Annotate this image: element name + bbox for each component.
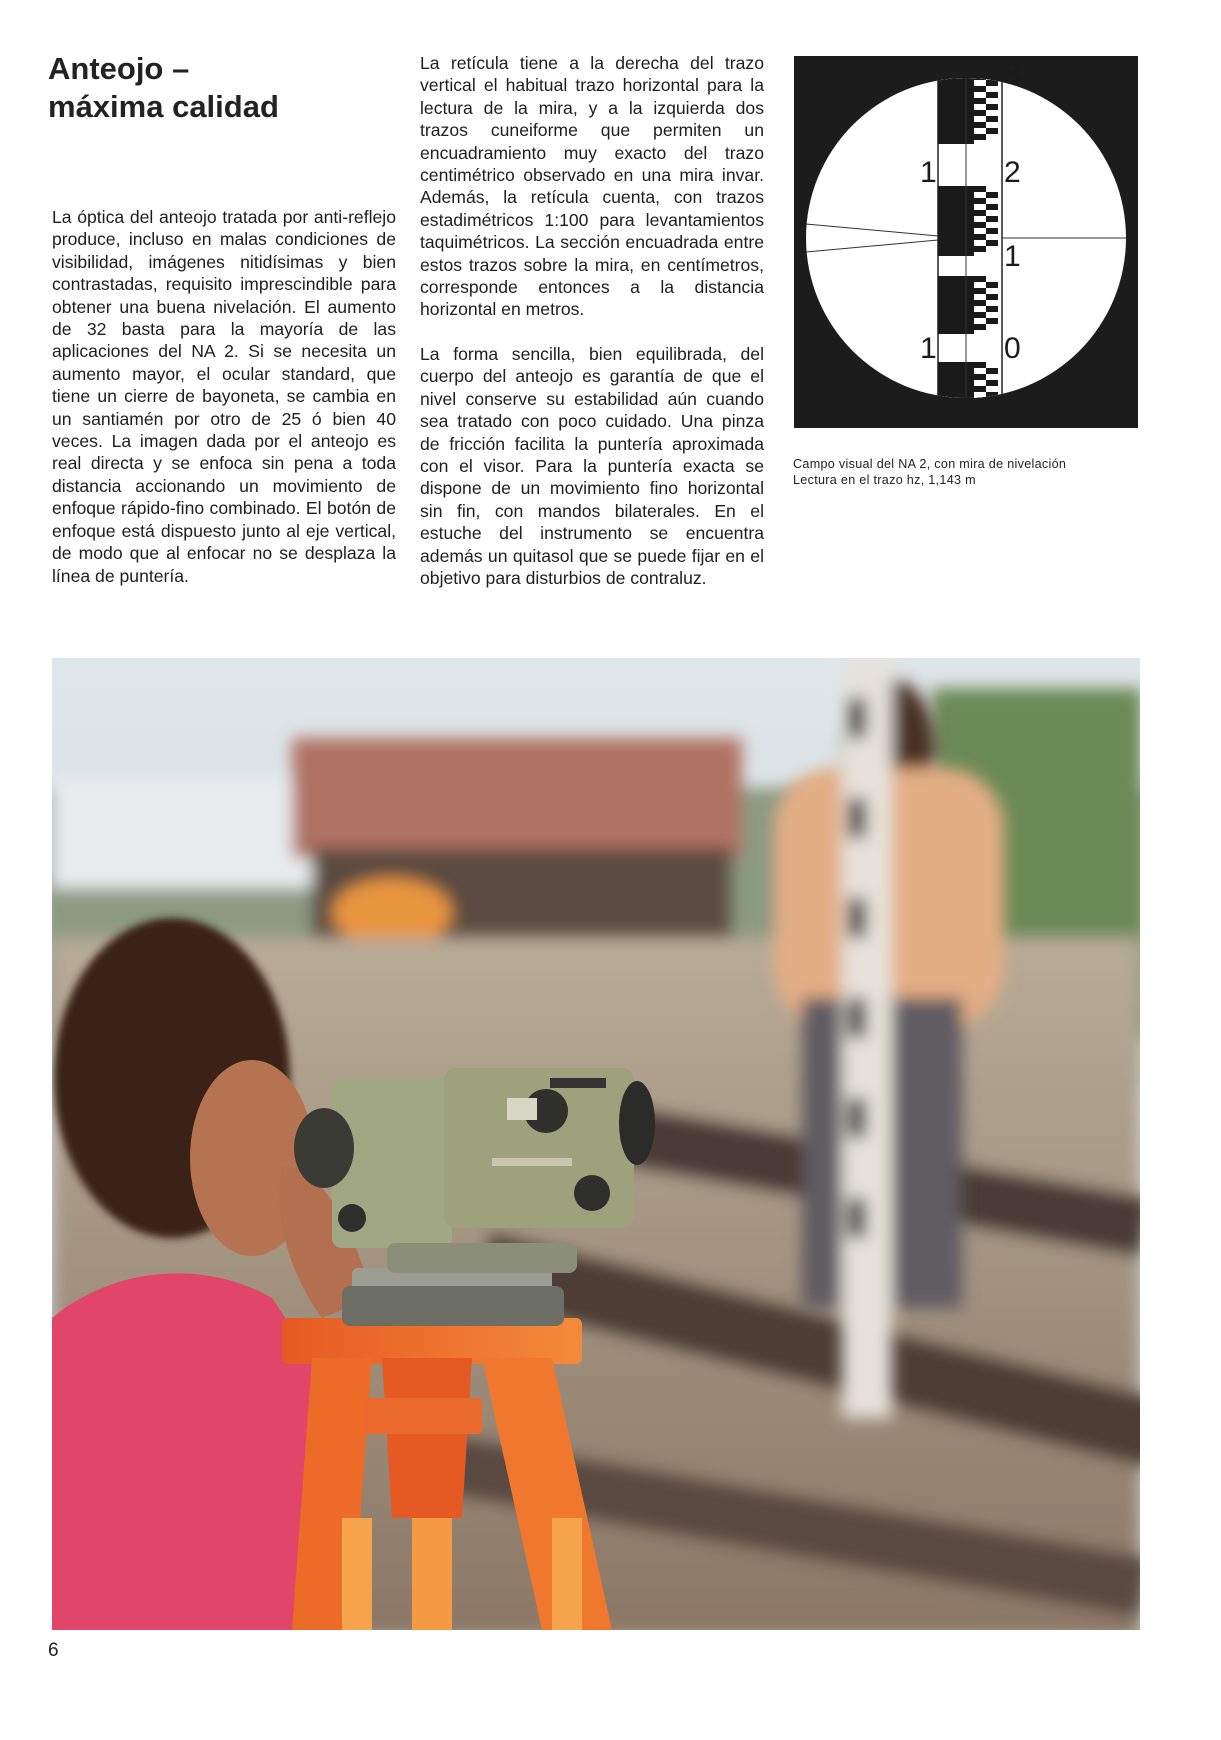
body-paragraph-reticle: La retícula tiene a la derecha del trazo vertical el habitual trazo horizontal para la lectura de la mira, y a la izquierda dos trazos cuneiforme que permiten un encuadramiento muy exacto del trazo centimétrico observado en una mira invar. Además, la retícula cuenta, con trazos estadimétricos 1:100 para levantamientos taquimétricos. La sección encuadrada entre estos trazos sobre la mira, en centímetros, corresponde entonces a la distancia horizontal en metros. — [420, 53, 764, 320]
body-paragraph-body: La forma sencilla, bien equilibrada, del cuerpo del anteojo es garantía de que el nivel conserve su estabilidad aún cuando sea tratado con poco cuidado. Una pinza de fricción facilita la puntería aproximada con el visor. Para la puntería exacta se dispone de un movimiento fino horizontal sin fin, con mandos bilaterales. En el estuche del instrumento se encuentra además un quitasol que se puede fijar en el objetivo para disturbios de contraluz. — [420, 343, 764, 588]
staff-label: 1 — [1004, 240, 1021, 273]
caption-line-1: Campo visual del NA 2, con mira de nivelación — [793, 457, 1067, 471]
body-paragraph: La óptica del anteojo tratada por anti-reflejo produce, incluso en malas condiciones de visibilidad, imágenes nitidísimas y bien contrastadas, requisito imprescindible para obtener una buena nivelación. El aumento de 32 basta para la mayoría de las aplicaciones del NA 2. Si se necesita un aumento mayor, el ocular standard, que tiene un cierre de bayoneta, se cambia en un santiamén por otro de 25 ó bien 40 veces. La imagen dada por el anteojo es real directa y se enfoca sin pena a toda distancia accionando un movimiento de enfoque rápido-fino combinado. El botón de enfoque está dispuesto junto al eje vertical, de modo que al enfocar no se desplaza la línea de puntería. — [52, 207, 396, 586]
staff-label: 2 — [1004, 156, 1021, 189]
figure-caption — [793, 456, 1143, 488]
page-title-line-1: Anteojo – — [48, 51, 190, 86]
surveyor-photo — [52, 658, 1140, 1630]
staff-label: 1 — [920, 332, 937, 365]
staff-label: 1 — [920, 156, 937, 189]
caption-line-2: Lectura en el trazo hz, 1,143 m — [793, 473, 976, 487]
leveling-staff — [938, 56, 1002, 428]
staff-label: 3 — [1004, 58, 1021, 91]
text-column-left — [52, 206, 396, 587]
page-number: 6 — [48, 1640, 59, 1661]
page-title — [48, 50, 368, 126]
reticle-field-of-view-figure — [794, 56, 1138, 428]
text-column-middle — [420, 52, 764, 589]
staff-label: 0 — [1004, 332, 1021, 365]
page-title-line-2: máxima calidad — [48, 89, 279, 124]
